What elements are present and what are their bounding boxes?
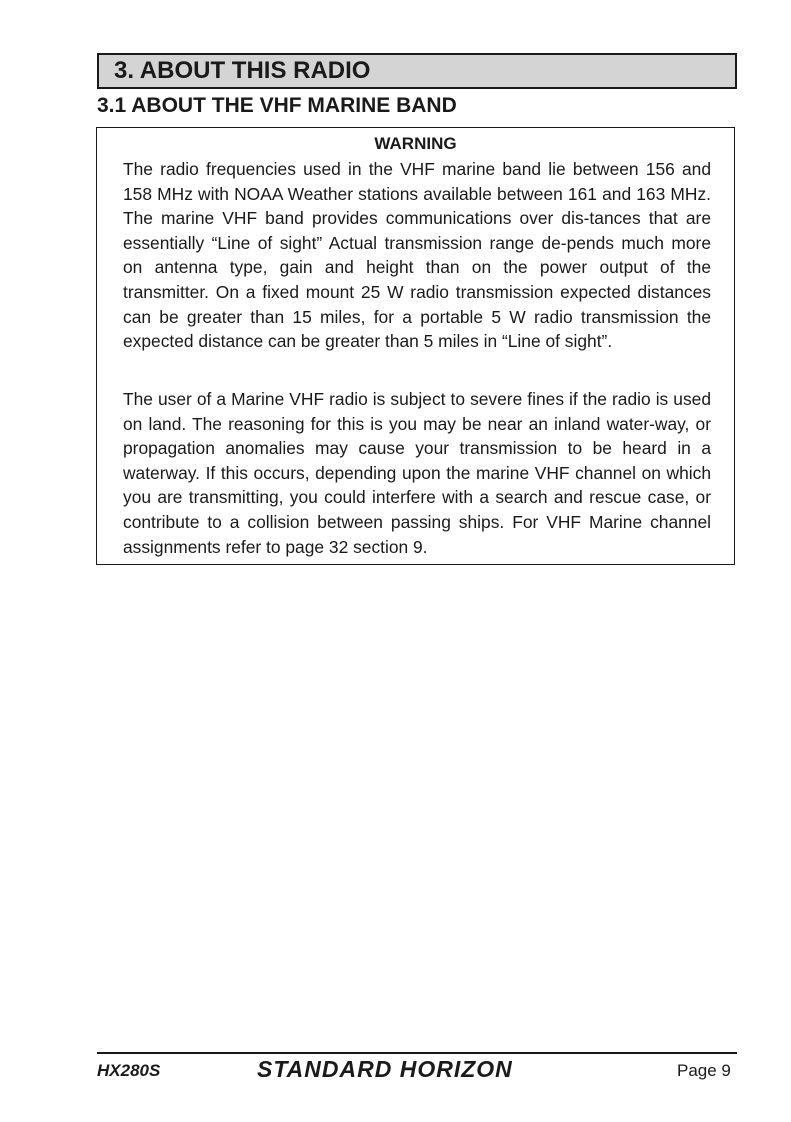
footer-page-number: Page 9 <box>677 1061 731 1080</box>
footer-model-name: HX280S <box>97 1061 161 1080</box>
chapter-title: 3. ABOUT THIS RADIO <box>114 57 371 84</box>
warning-heading: WARNING <box>374 134 457 153</box>
section-title: 3.1 ABOUT THE VHF MARINE BAND <box>97 94 457 117</box>
footer-brand-logo: STANDARD HORIZON <box>257 1056 513 1082</box>
warning-paragraph-1: The radio frequencies used in the VHF marine band lie between 156 and 158 MHz with NOAA Weather stations available between 161 and 163 MHz. The marine VHF band provides communications over dis-tances that are essentially “Line of sight” Actual transmission range de-pends much more on antenna type, gain and height than on the power output of the transmitter. On a fixed mount 25 W radio transmission expected distances can be greater than 15 miles, for a portable 5 W radio transmission the expected distance can be greater than 5 miles in “Line of sight”. <box>123 159 711 352</box>
warning-box <box>96 127 735 565</box>
chapter-header <box>97 53 737 89</box>
footer-divider <box>97 1052 737 1054</box>
warning-paragraph-2: The user of a Marine VHF radio is subject to severe fines if the radio is used on land. The reasoning for this is you may be near an inland water-way, or propagation anomalies may cause your transmission to be heard in a waterway. If this occurs, depending upon the marine VHF channel on which you are transmitting, you could interfere with a search and rescue case, or contribute to a collision between passing ships. For VHF Marine channel assignments refer to page 32 section 9. <box>123 389 711 557</box>
